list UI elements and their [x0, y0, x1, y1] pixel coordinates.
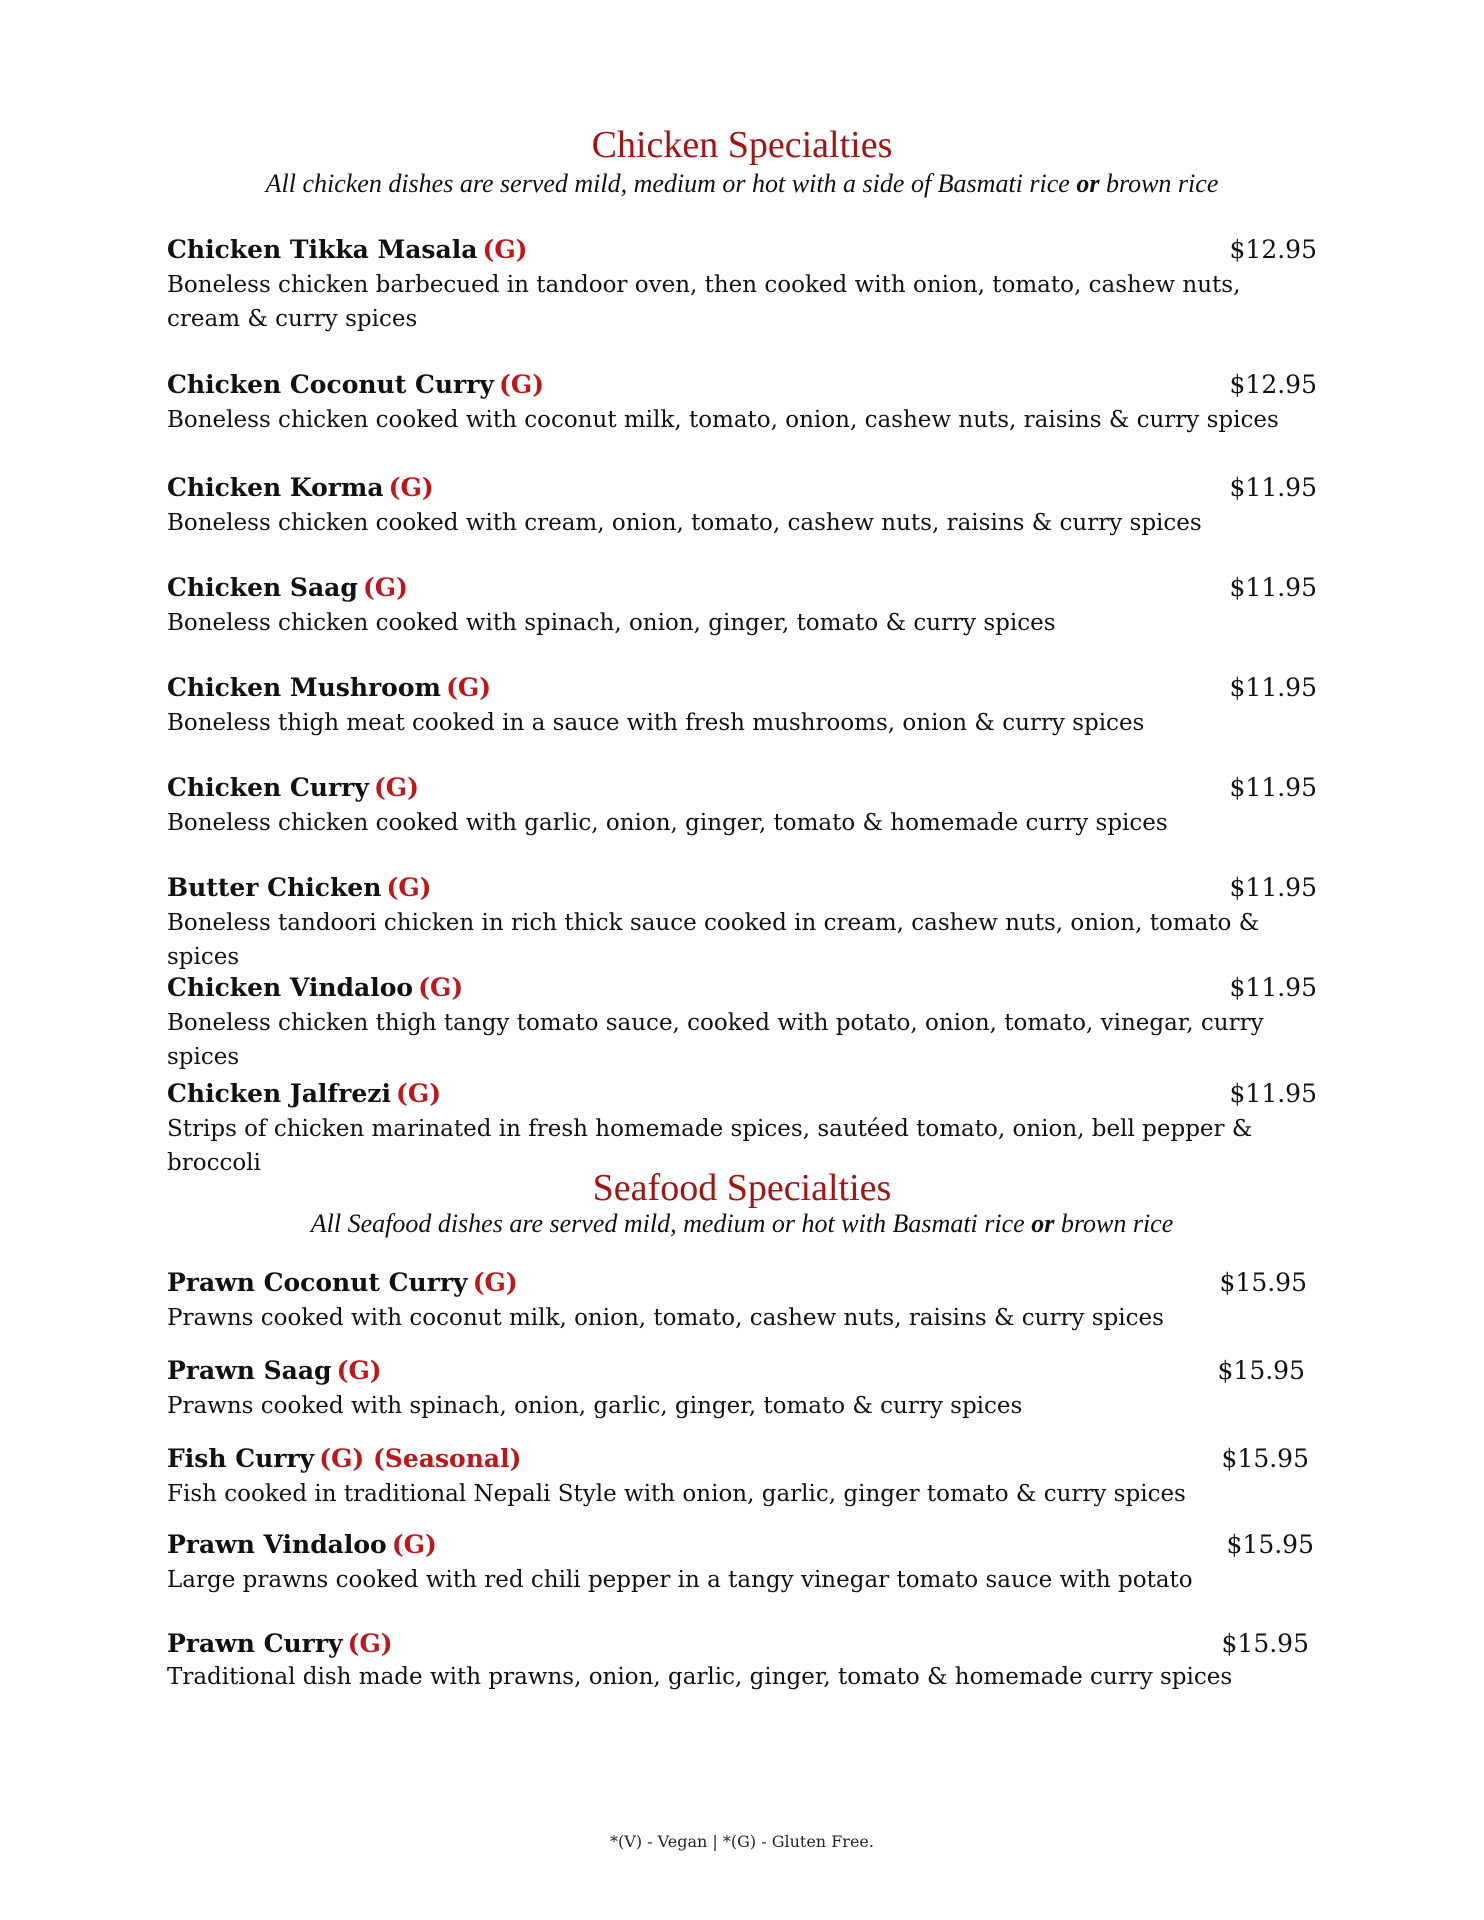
item-price: $11.95: [1229, 573, 1317, 602]
menu-item: [167, 1076, 1317, 1180]
seafood-section-subtitle: [0, 1208, 1484, 1240]
item-description: Traditional dish made with prawns, onion, garlic, ginger, tomato & homemade curry spices: [167, 1664, 1233, 1690]
menu-item: [167, 870, 1317, 974]
item-description: Boneless tandoori chicken in rich thick sauce cooked in cream, cashew nuts, onion, tomato & spices: [167, 910, 1260, 970]
seafood-section-title: Seafood Specialties: [592, 1167, 892, 1209]
item-description: Boneless chicken cooked with cream, onion, tomato, cashew nuts, raisins & curry spices: [167, 510, 1202, 536]
item-name: Prawn Saag: [167, 1356, 332, 1385]
menu-item: [167, 470, 1317, 540]
menu-item: [167, 232, 1317, 336]
item-tag: (G): [373, 773, 419, 802]
item-name: Chicken Korma: [167, 473, 384, 502]
item-tag: (G): [396, 1079, 442, 1108]
seafood-subtitle-text: All Seafood dishes are served mild, medium or hot with Basmati rice: [310, 1209, 1032, 1238]
item-description: Boneless chicken cooked with coconut milk, tomato, onion, cashew nuts, raisins & curry spices: [167, 407, 1279, 433]
item-name: Chicken Curry: [167, 773, 369, 802]
chicken-subtitle-text: All chicken dishes are served mild, medium or hot with a side of Basmati rice: [265, 169, 1077, 198]
item-tag: (G): [418, 973, 464, 1002]
item-tag: (G): [386, 873, 432, 902]
item-price: $11.95: [1229, 973, 1317, 1002]
item-tag: (G): [336, 1356, 382, 1385]
item-tag: (G): [347, 1629, 393, 1658]
item-price: $11.95: [1229, 873, 1317, 902]
item-name: Chicken Tikka Masala: [167, 235, 478, 264]
item-tag: (G) (Seasonal): [319, 1444, 522, 1473]
item-description: Boneless chicken cooked with spinach, onion, ginger, tomato & curry spices: [167, 610, 1056, 636]
dietary-legend: *(V) - Vegan | *(G) - Gluten Free.: [610, 1832, 874, 1851]
item-tag: (G): [499, 370, 545, 399]
item-price: $15.95: [1221, 1629, 1309, 1658]
menu-item: [167, 770, 1317, 840]
item-name: Chicken Vindaloo: [167, 973, 414, 1002]
item-name: Fish Curry: [167, 1444, 315, 1473]
item-name: Chicken Saag: [167, 573, 358, 602]
item-price: $15.95: [1219, 1268, 1307, 1297]
item-tag: (G): [388, 473, 434, 502]
seafood-subtitle-end: brown rice: [1054, 1209, 1174, 1238]
item-tag: (G): [391, 1530, 437, 1559]
item-price: $11.95: [1229, 473, 1317, 502]
chicken-subtitle-end: brown rice: [1099, 169, 1219, 198]
item-description: Strips of chicken marinated in fresh homemade spices, sautéed tomato, onion, bell pepper & broccoli: [167, 1116, 1253, 1176]
item-price: $11.95: [1229, 673, 1317, 702]
item-price: $11.95: [1229, 773, 1317, 802]
item-tag: (G): [472, 1268, 518, 1297]
chicken-section-subtitle: [0, 168, 1484, 200]
menu-item: [167, 367, 1317, 437]
chicken-section-title: Chicken Specialties: [591, 124, 893, 166]
item-price: $15.95: [1226, 1530, 1314, 1559]
item-price: $11.95: [1229, 1079, 1317, 1108]
item-description: Boneless chicken cooked with garlic, onion, ginger, tomato & homemade curry spices: [167, 810, 1168, 836]
item-name: Chicken Jalfrezi: [167, 1079, 391, 1108]
item-description: Boneless chicken barbecued in tandoor oven, then cooked with onion, tomato, cashew nuts, cream & curry spices: [167, 272, 1241, 332]
item-price: $15.95: [1221, 1444, 1309, 1473]
menu-item: [167, 1441, 1309, 1511]
menu-item: [167, 570, 1317, 640]
menu-item: [167, 1527, 1314, 1597]
item-description: Fish cooked in traditional Nepali Style with onion, garlic, ginger tomato & curry spices: [167, 1481, 1186, 1507]
item-tag: (G): [446, 673, 492, 702]
menu-item: [167, 1265, 1307, 1335]
item-price: $12.95: [1229, 370, 1317, 399]
menu-item: [167, 670, 1317, 740]
menu-item: [167, 1626, 1309, 1692]
item-name: Chicken Mushroom: [167, 673, 441, 702]
seafood-subtitle-bold: or: [1031, 1209, 1055, 1238]
menu-item: [167, 970, 1317, 1074]
item-tag: (G): [362, 573, 408, 602]
item-name: Butter Chicken: [167, 873, 382, 902]
item-description: Large prawns cooked with red chili pepper in a tangy vinegar tomato sauce with potato: [167, 1567, 1193, 1593]
item-description: Boneless chicken thigh tangy tomato sauce, cooked with potato, onion, tomato, vinegar, curry spices: [167, 1010, 1264, 1070]
item-name: Chicken Coconut Curry: [167, 370, 494, 399]
chicken-subtitle-bold: or: [1076, 169, 1100, 198]
item-name: Prawn Vindaloo: [167, 1530, 387, 1559]
item-name: Prawn Coconut Curry: [167, 1268, 468, 1297]
item-description: Prawns cooked with coconut milk, onion, tomato, cashew nuts, raisins & curry spices: [167, 1305, 1164, 1331]
item-tag: (G): [482, 235, 528, 264]
item-price: $12.95: [1229, 235, 1317, 264]
item-description: Boneless thigh meat cooked in a sauce with fresh mushrooms, onion & curry spices: [167, 710, 1145, 736]
item-price: $15.95: [1217, 1356, 1305, 1385]
item-description: Prawns cooked with spinach, onion, garlic, ginger, tomato & curry spices: [167, 1393, 1023, 1419]
item-name: Prawn Curry: [167, 1629, 343, 1658]
menu-item: [167, 1353, 1305, 1423]
